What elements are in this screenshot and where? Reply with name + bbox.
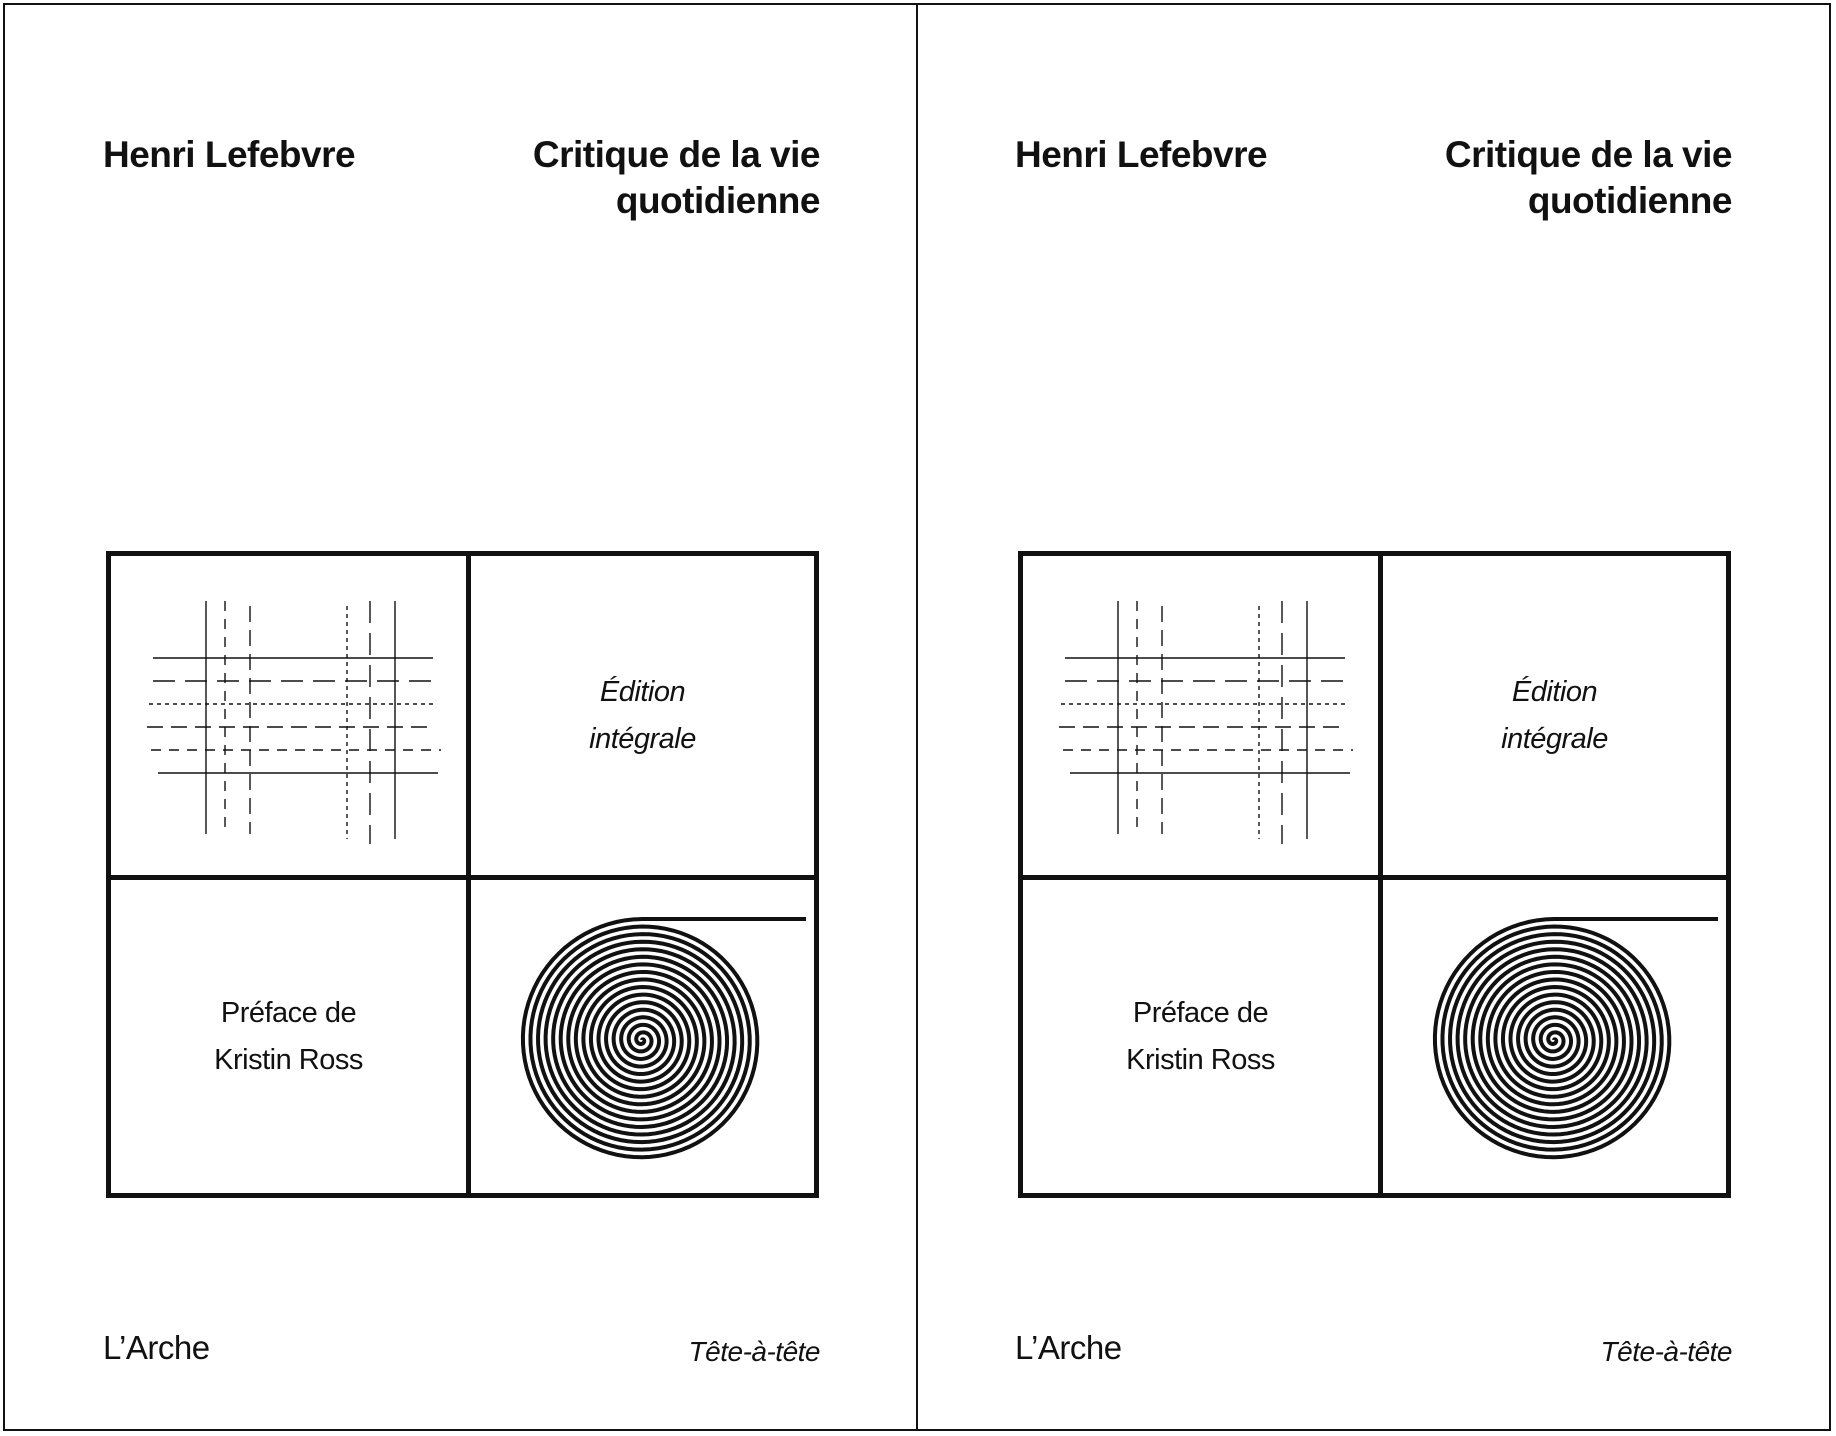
title-line-2: quotidienne [1527, 180, 1732, 221]
grid-cell-preface [1023, 880, 1378, 1193]
grid-cell-illustration [111, 556, 466, 875]
spiral-icon [471, 880, 814, 1193]
publisher-name: L’Arche [103, 1329, 210, 1366]
dashed-grid-icon [111, 556, 466, 875]
grid-cell-edition [471, 556, 814, 875]
book-cover-left [0, 0, 916, 1436]
title-line-1: Critique de la vie [1444, 134, 1732, 175]
cover-grid [106, 551, 819, 1198]
book-title [1312, 132, 1732, 224]
book-title [400, 132, 820, 224]
grid-cell-illustration [1023, 556, 1378, 875]
dashed-grid-icon [1023, 556, 1378, 875]
publisher-name: L’Arche [1015, 1329, 1122, 1366]
title-line-2: quotidienne [615, 180, 820, 221]
author-name: Henri Lefebvre [103, 134, 356, 175]
grid-cell-edition [1383, 556, 1726, 875]
collection-name: Tête-à-tête [1600, 1336, 1732, 1367]
edition-line-2: intégrale [1501, 722, 1608, 755]
collection-name: Tête-à-tête [688, 1336, 820, 1367]
cover-grid [1018, 551, 1731, 1198]
grid-cell-preface [111, 880, 466, 1193]
preface-line-1: Préface de [1132, 996, 1269, 1029]
edition-line-1: Édition [1511, 675, 1598, 708]
book-cover-right [912, 0, 1828, 1436]
title-line-1: Critique de la vie [532, 134, 820, 175]
edition-line-1: Édition [599, 675, 686, 708]
grid-cell-spiral [1383, 880, 1726, 1193]
preface-line-2: Kristin Ross [1126, 1043, 1275, 1076]
author-name: Henri Lefebvre [1015, 134, 1268, 175]
spiral-icon [1383, 880, 1726, 1193]
grid-cell-spiral [471, 880, 814, 1193]
edition-line-2: intégrale [589, 722, 696, 755]
preface-line-1: Préface de [220, 996, 357, 1029]
preface-line-2: Kristin Ross [214, 1043, 363, 1076]
